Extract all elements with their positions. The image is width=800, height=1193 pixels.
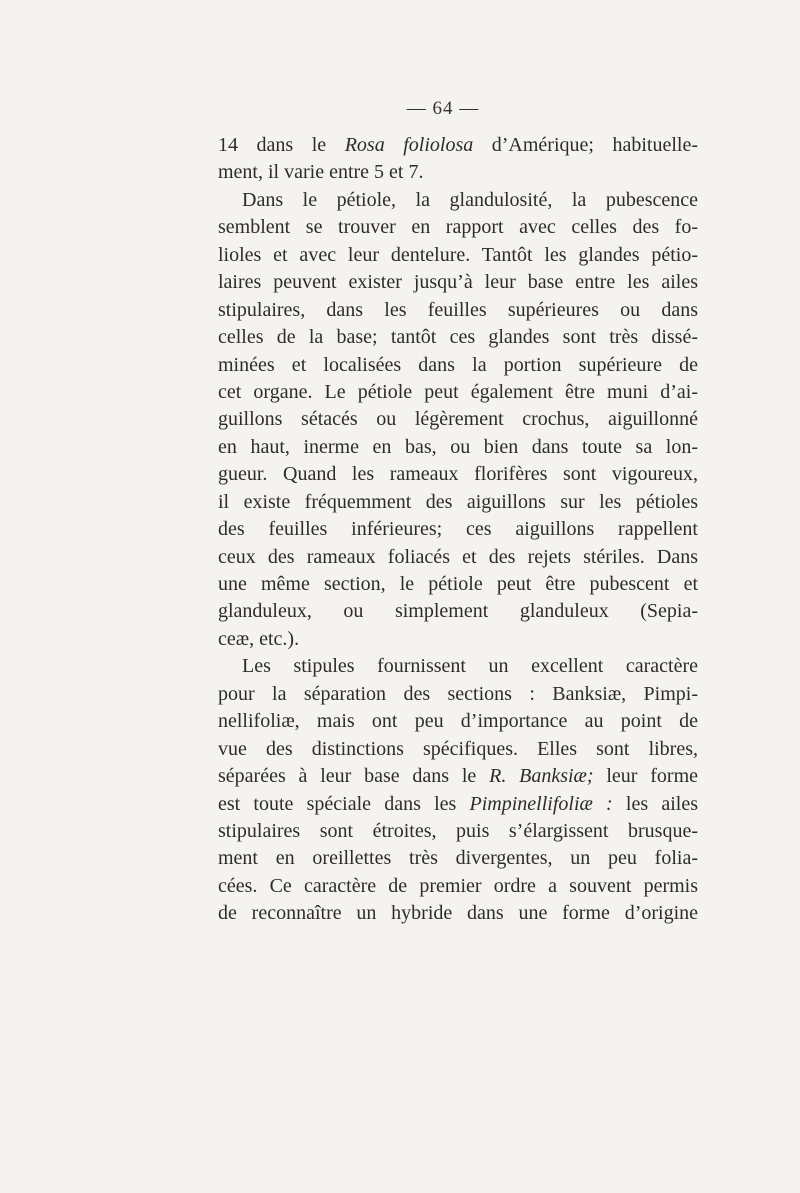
text-segment: cet organe. Le pétiole peut également être muni d’ai- [218,380,698,403]
text-segment: séparées à leur base dans le [218,765,490,788]
text-line [218,845,698,872]
italic-text: R. Banksiæ; [489,765,594,788]
text-segment: les ailes [612,792,698,815]
body-text [218,132,698,928]
text-segment: une même section, le pétiole peut être pubescent et [218,573,698,595]
text-segment: leur forme [593,765,698,788]
text-segment: en haut, inerme en bas, ou bien dans toute sa lon- [218,435,698,458]
text-segment: est toute spéciale dans les [218,792,470,815]
text-line [218,544,698,571]
text-segment: d’Amérique; habituelle- [473,134,698,156]
text-segment: stipulaires sont étroites, puis s’élargissent brusque- [218,819,698,842]
text-line [218,818,698,845]
text-line [218,269,698,296]
text-line [218,900,698,927]
text-line [218,571,698,598]
text-line [218,406,698,433]
text-segment: 14 dans le [218,134,345,156]
text-segment: ceux des rameaux foliacés et des rejets stériles. Dans [218,545,698,568]
text-segment: minées et localisées dans la portion supérieure de [218,353,698,376]
text-line [218,324,698,351]
text-segment: nellifoliæ, mais ont peu d’importance au point de [218,710,698,733]
page-number: — 64 — [406,98,480,119]
text-line [218,791,698,818]
text-line [218,763,698,790]
text-line [218,516,698,543]
text-segment: il existe fréquemment des aiguillons sur les pétioles [218,490,698,513]
text-segment: ment, il varie entre 5 et 7. [218,161,424,184]
text-segment: guillons sétacés ou légèrement crochus, aiguillonné [218,408,698,431]
text-line [218,434,698,461]
text-segment: Les stipules fournissent un excellent caractère [242,655,698,678]
text-segment: lioles et avec leur dentelure. Tantôt les glandes pétio- [218,243,698,266]
text-segment: des feuilles inférieures; ces aiguillons rappellent [218,518,698,541]
text-line [218,187,698,214]
text-segment: Dans le pétiole, la glandulosité, la pubescence [242,188,698,211]
text-line [218,626,698,653]
text-line [218,379,698,406]
text-line [218,242,698,269]
text-line [218,653,698,680]
text-line [218,736,698,763]
text-line [218,214,698,241]
text-line [218,461,698,488]
text-segment: stipulaires, dans les feuilles supérieures ou dans [218,298,698,321]
text-segment: laires peuvent exister jusqu’à leur base entre les ailes [218,271,698,294]
text-line [218,708,698,735]
text-line [218,132,698,159]
text-line [218,489,698,516]
text-segment: ment en oreillettes très divergentes, un peu folia- [218,847,698,870]
text-line [218,873,698,900]
text-segment: gueur. Quand les rameaux florifères sont vigoureux, [218,463,698,486]
text-segment: de reconnaître un hybride dans une forme d’origine [218,902,698,925]
text-line [218,681,698,708]
text-segment: glanduleux, ou simplement glanduleux (Sepia- [218,600,698,623]
text-line [218,598,698,625]
text-segment: vue des distinctions spécifiques. Elles sont libres, [218,737,698,760]
text-line [218,159,698,186]
text-segment: cées. Ce caractère de premier ordre a souvent permis [218,874,698,897]
text-segment: celles de la base; tantôt ces glandes sont très dissé- [218,326,698,349]
text-segment: ceæ, etc.). [218,627,300,650]
text-segment: semblent se trouver en rapport avec celles des fo- [218,216,698,239]
italic-text: Rosa foliolosa [344,134,474,156]
text-segment: pour la séparation des sections : Banksiæ, Pimpi- [218,682,698,705]
italic-text: Pimpinellifoliæ : [469,792,613,815]
text-line [218,352,698,379]
text-line [218,297,698,324]
